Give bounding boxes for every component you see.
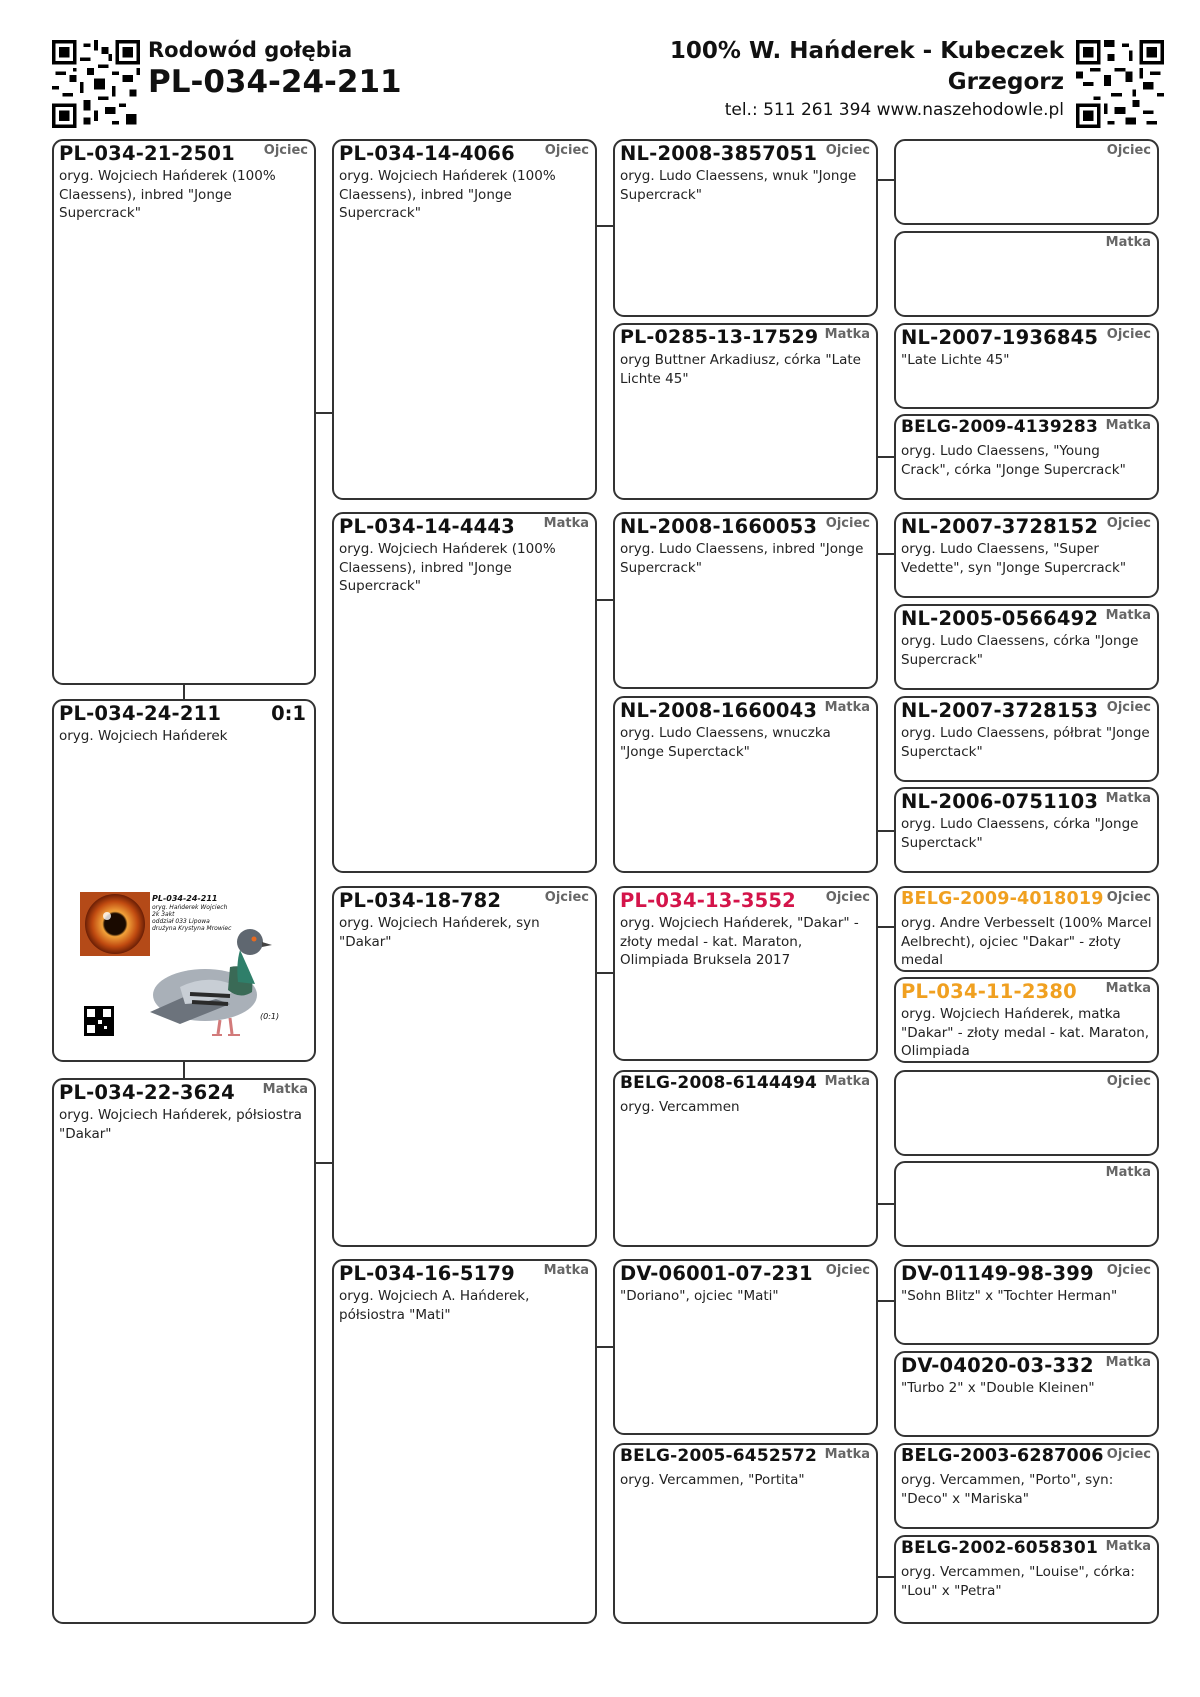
pedigree-box-gen4	[894, 1535, 1159, 1624]
role-label: Matka	[1105, 418, 1151, 433]
role-label: Matka	[1105, 791, 1151, 806]
role-label: Matka	[262, 1082, 308, 1097]
role-label: Matka	[824, 1447, 870, 1462]
bird-description: oryg. Wojciech Hańderek, matka "Dakar" - złoty medal - kat. Maraton, Olimpiada	[901, 1006, 1150, 1059]
bird-description: oryg. Wojciech Hańderek, "Dakar" - złoty medal - kat. Maraton, Olimpiada Bruksela 2017	[620, 915, 859, 968]
ring-number: BELG-2008-6144494	[620, 1073, 817, 1093]
bird-description: oryg. Wojciech Hańderek (100% Claessens), inbred "Jonge Supercrack"	[59, 168, 276, 221]
ring-number: PL-034-18-782	[339, 889, 502, 912]
role-label: Ojciec	[1106, 700, 1151, 715]
pedigree-box-gen4	[894, 977, 1159, 1063]
owner-name-line2: Grzegorz	[947, 69, 1064, 95]
owner-name-line1: 100% W. Hańderek - Kubeczek	[669, 38, 1064, 64]
role-label: Ojciec	[1106, 890, 1151, 905]
bird-description: oryg. Vercammen, "Porto", syn: "Deco" x "Mariska"	[901, 1472, 1114, 1507]
role-label: Matka	[1105, 1539, 1151, 1554]
role-label: Ojciec	[825, 1263, 870, 1278]
pedigree-box-gen3	[613, 139, 878, 317]
bird-description: "Late Lichte 45"	[901, 352, 1010, 368]
bird-description: oryg Buttner Arkadiusz, córka "Late Lichte 45"	[620, 352, 861, 387]
ring-number: DV-06001-07-231	[620, 1262, 813, 1285]
pedigree-box-gen4	[894, 1070, 1159, 1156]
ring-number: DV-01149-98-399	[901, 1262, 1094, 1285]
ring-number: PL-034-21-2501	[59, 142, 235, 165]
pedigree-box-gen4	[894, 231, 1159, 317]
role-label: Matka	[543, 1263, 589, 1278]
role-label: Matka	[1105, 608, 1151, 623]
pedigree-box-gen4	[894, 886, 1159, 972]
bird-description: "Sohn Blitz" x "Tochter Herman"	[901, 1288, 1118, 1304]
pedigree-box-gen4	[894, 139, 1159, 225]
pedigree-box-gen2	[332, 139, 597, 500]
ring-number: NL-2007-3728152	[901, 515, 1099, 538]
pedigree-box-gen4	[894, 1161, 1159, 1247]
role-label: Matka	[1105, 981, 1151, 996]
bird-description: oryg. Andre Verbesselt (100% Marcel Aelbrecht), ojciec "Dakar" - złoty medal	[901, 915, 1152, 968]
pedigree-box-gen4	[894, 696, 1159, 782]
photo-score: (0:1)	[260, 1012, 280, 1021]
ring-number: NL-2008-3857051	[620, 142, 818, 165]
pedigree-box-gen2	[332, 886, 597, 1247]
ring-number: PL-034-24-211	[59, 702, 222, 725]
role-label: Matka	[1105, 1165, 1151, 1180]
role-label: Ojciec	[544, 890, 589, 905]
pedigree-box-gen4	[894, 787, 1159, 873]
photo-caption-line: drużyna Krystyna Mrowiec	[152, 925, 232, 932]
bird-description: oryg. Wojciech Hańderek, syn "Dakar"	[339, 915, 540, 950]
role-label: Ojciec	[544, 143, 589, 158]
role-label: Matka	[824, 700, 870, 715]
pedigree-box-gen3	[613, 886, 878, 1061]
role-label: Matka	[1105, 235, 1151, 250]
ring-number: NL-2007-1936845	[901, 326, 1099, 349]
role-label: Ojciec	[825, 890, 870, 905]
ring-number: DV-04020-03-332	[901, 1354, 1094, 1377]
pedigree-box-gen4	[894, 604, 1159, 690]
bird-description: oryg. Vercammen, "Portita"	[620, 1472, 805, 1488]
ring-number: NL-2008-1660053	[620, 515, 818, 538]
photo-caption-line: oddział 033 Lipowa	[152, 918, 210, 925]
pedigree-box-gen4	[894, 1443, 1159, 1529]
bird-description: oryg. Vercammen, "Louise", córka: "Lou" x "Petra"	[901, 1564, 1135, 1599]
ring-number: NL-2005-0566492	[901, 607, 1099, 630]
photo-caption-ring: PL-034-24-211	[152, 894, 218, 903]
ring-number: PL-034-22-3624	[59, 1081, 235, 1104]
pedigree-box-gen3	[613, 1259, 878, 1435]
ring-number: PL-034-13-3552	[620, 889, 796, 912]
pedigree-box-gen3	[613, 1443, 878, 1624]
role-label: Matka	[824, 327, 870, 342]
score-badge: 0:1	[271, 702, 306, 725]
pedigree-box-gen4	[894, 323, 1159, 409]
ring-number: NL-2007-3728153	[901, 699, 1099, 722]
ring-number: PL-034-14-4443	[339, 515, 515, 538]
bird-description: oryg. Wojciech Hańderek	[59, 728, 228, 744]
ring-number: PL-034-14-4066	[339, 142, 515, 165]
role-label: Matka	[1105, 1355, 1151, 1370]
bird-description: oryg. Wojciech Hańderek (100% Claessens), inbred "Jonge Supercrack"	[339, 541, 556, 594]
bird-description: oryg. Ludo Claessens, wnuk "Jonge Supercrack"	[620, 168, 857, 203]
photo-caption-line: oryg. Hańderek Wojciech	[152, 904, 228, 911]
bird-description: oryg. Vercammen	[620, 1099, 740, 1115]
pedigree-box-gen4	[894, 1259, 1159, 1345]
bird-description: "Turbo 2" x "Double Kleinen"	[901, 1380, 1095, 1396]
pedigree-box-gen4	[894, 1351, 1159, 1437]
pedigree-box-gen3	[613, 512, 878, 689]
ring-number: BELG-2002-6058301	[901, 1538, 1098, 1558]
pedigree-box-gen2	[332, 1259, 597, 1624]
photo-caption-line: 2k 3akt	[152, 911, 175, 918]
role-label: Ojciec	[1106, 1263, 1151, 1278]
role-label: Ojciec	[1106, 1074, 1151, 1089]
pedigree-box-father	[52, 139, 316, 685]
ring-number: PL-034-16-5179	[339, 1262, 515, 1285]
bird-description: oryg. Wojciech Hańderek, półsiostra "Dakar"	[59, 1107, 302, 1142]
role-label: Ojciec	[825, 516, 870, 531]
bird-description: oryg. Ludo Claessens, córka "Jonge Supercrack"	[901, 633, 1139, 668]
pedigree-box-gen3	[613, 323, 878, 500]
role-label: Ojciec	[263, 143, 308, 158]
bird-description: oryg. Ludo Claessens, córka "Jonge Superctack"	[901, 816, 1139, 851]
role-label: Ojciec	[1106, 516, 1151, 531]
pigeon-illustration	[80, 892, 290, 1042]
role-label: Ojciec	[1106, 327, 1151, 342]
bird-description: oryg. Ludo Claessens, inbred "Jonge Supercrack"	[620, 541, 864, 576]
pedigree-box-gen3	[613, 1070, 878, 1247]
ring-number: NL-2006-0751103	[901, 790, 1099, 813]
ring-number: BELG-2005-6452572	[620, 1446, 817, 1466]
contact-info: tel.: 511 261 394 www.naszehodowle.pl	[724, 100, 1064, 120]
bird-description: oryg. Ludo Claessens, "Super Vedette", syn "Jonge Supercrack"	[901, 541, 1127, 576]
ring-number: BELG-2003-6287006	[901, 1446, 1104, 1466]
role-label: Matka	[543, 516, 589, 531]
pedigree-box-gen3	[613, 696, 878, 873]
ring-number: BELG-2009-4018019	[901, 889, 1104, 909]
ring-number: NL-2008-1660043	[620, 699, 818, 722]
bird-description: oryg. Ludo Claessens, "Young Crack", córka "Jonge Supercrack"	[901, 443, 1126, 478]
ring-number: PL-0285-13-17529	[620, 326, 819, 348]
page-heading: Rodowód gołębia	[148, 38, 353, 62]
pedigree-box-gen4	[894, 414, 1159, 500]
pigeon-photo	[80, 892, 290, 1042]
pedigree-box-mother	[52, 1078, 316, 1624]
bird-description: oryg. Wojciech A. Hańderek, półsiostra "Mati"	[339, 1288, 530, 1323]
role-label: Matka	[824, 1074, 870, 1089]
ring-number: BELG-2009-4139283	[901, 417, 1098, 437]
bird-description: oryg. Ludo Claessens, wnuczka "Jonge Superctack"	[620, 725, 831, 760]
role-label: Ojciec	[825, 143, 870, 158]
bird-description: "Doriano", ojciec "Mati"	[620, 1288, 779, 1304]
bird-description: oryg. Wojciech Hańderek (100% Claessens), inbred "Jonge Supercrack"	[339, 168, 556, 221]
role-label: Ojciec	[1106, 1447, 1151, 1462]
ring-number: PL-034-11-2380	[901, 980, 1077, 1003]
bird-description: oryg. Ludo Claessens, półbrat "Jonge Superctack"	[901, 725, 1150, 760]
page-title: PL-034-24-211	[148, 64, 402, 100]
pedigree-box-gen4	[894, 512, 1159, 598]
pedigree-box-gen2	[332, 512, 597, 873]
role-label: Ojciec	[1106, 143, 1151, 158]
